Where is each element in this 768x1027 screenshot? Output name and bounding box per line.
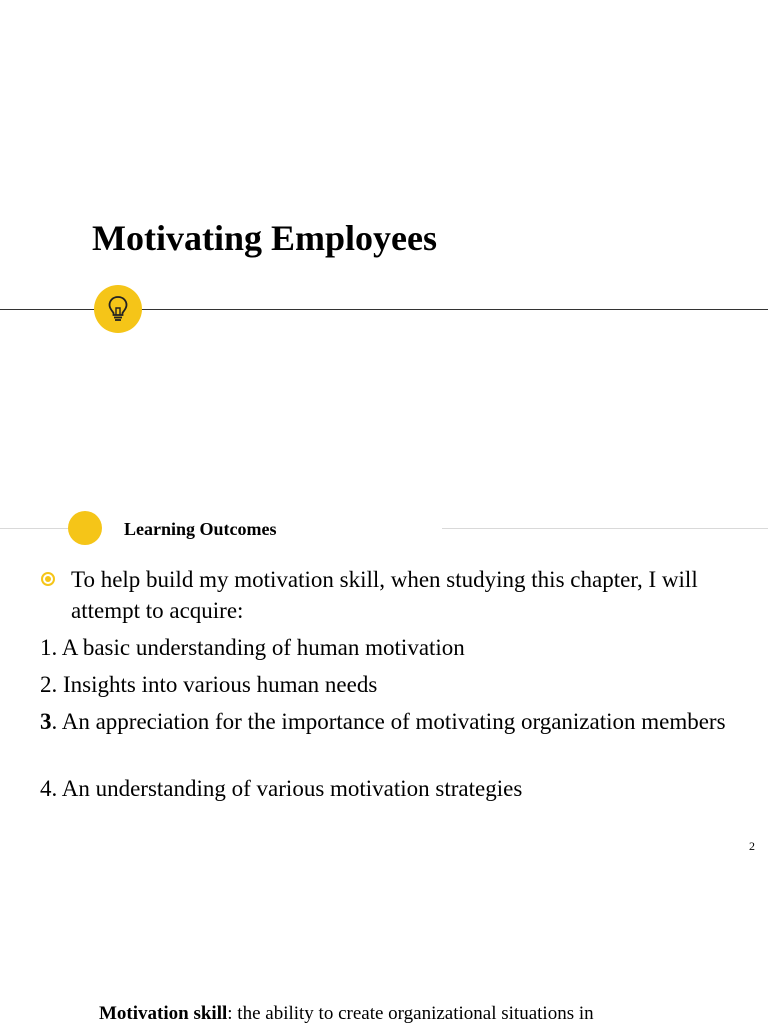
page-number: 2 [749, 839, 755, 853]
slide-title: Motivating Employees [92, 218, 437, 258]
definition-text [99, 1001, 594, 1027]
lightbulb-badge [94, 285, 142, 333]
accent-dot-icon [68, 511, 102, 545]
outcome-text: An appreciation for the importance of motivating organization members [61, 709, 726, 734]
section-subtitle: Learning Outcomes [124, 519, 277, 539]
outcome-item: 2. Insights into various human needs [40, 672, 378, 697]
intro-bullet: To help build my motivation skill, when studying this chapter, I will attempt to acquire: [71, 567, 698, 623]
outcome-item: 4. An understanding of various motivation strategies [40, 776, 523, 801]
definition-term: Motivation skill [99, 1003, 228, 1024]
outcome-item: 1. A basic understanding of human motivation [40, 635, 465, 660]
outcome-number: 3 [40, 709, 52, 734]
definition-body: : the ability to create organizational situations in [227, 1003, 594, 1024]
lightbulb-icon [106, 295, 130, 323]
subtitle-divider-left [0, 528, 72, 529]
outcome-item: 3. An appreciation for the importance of motivating organization members [40, 709, 726, 734]
subtitle-divider-right [442, 528, 768, 529]
bullet-icon [41, 572, 55, 586]
